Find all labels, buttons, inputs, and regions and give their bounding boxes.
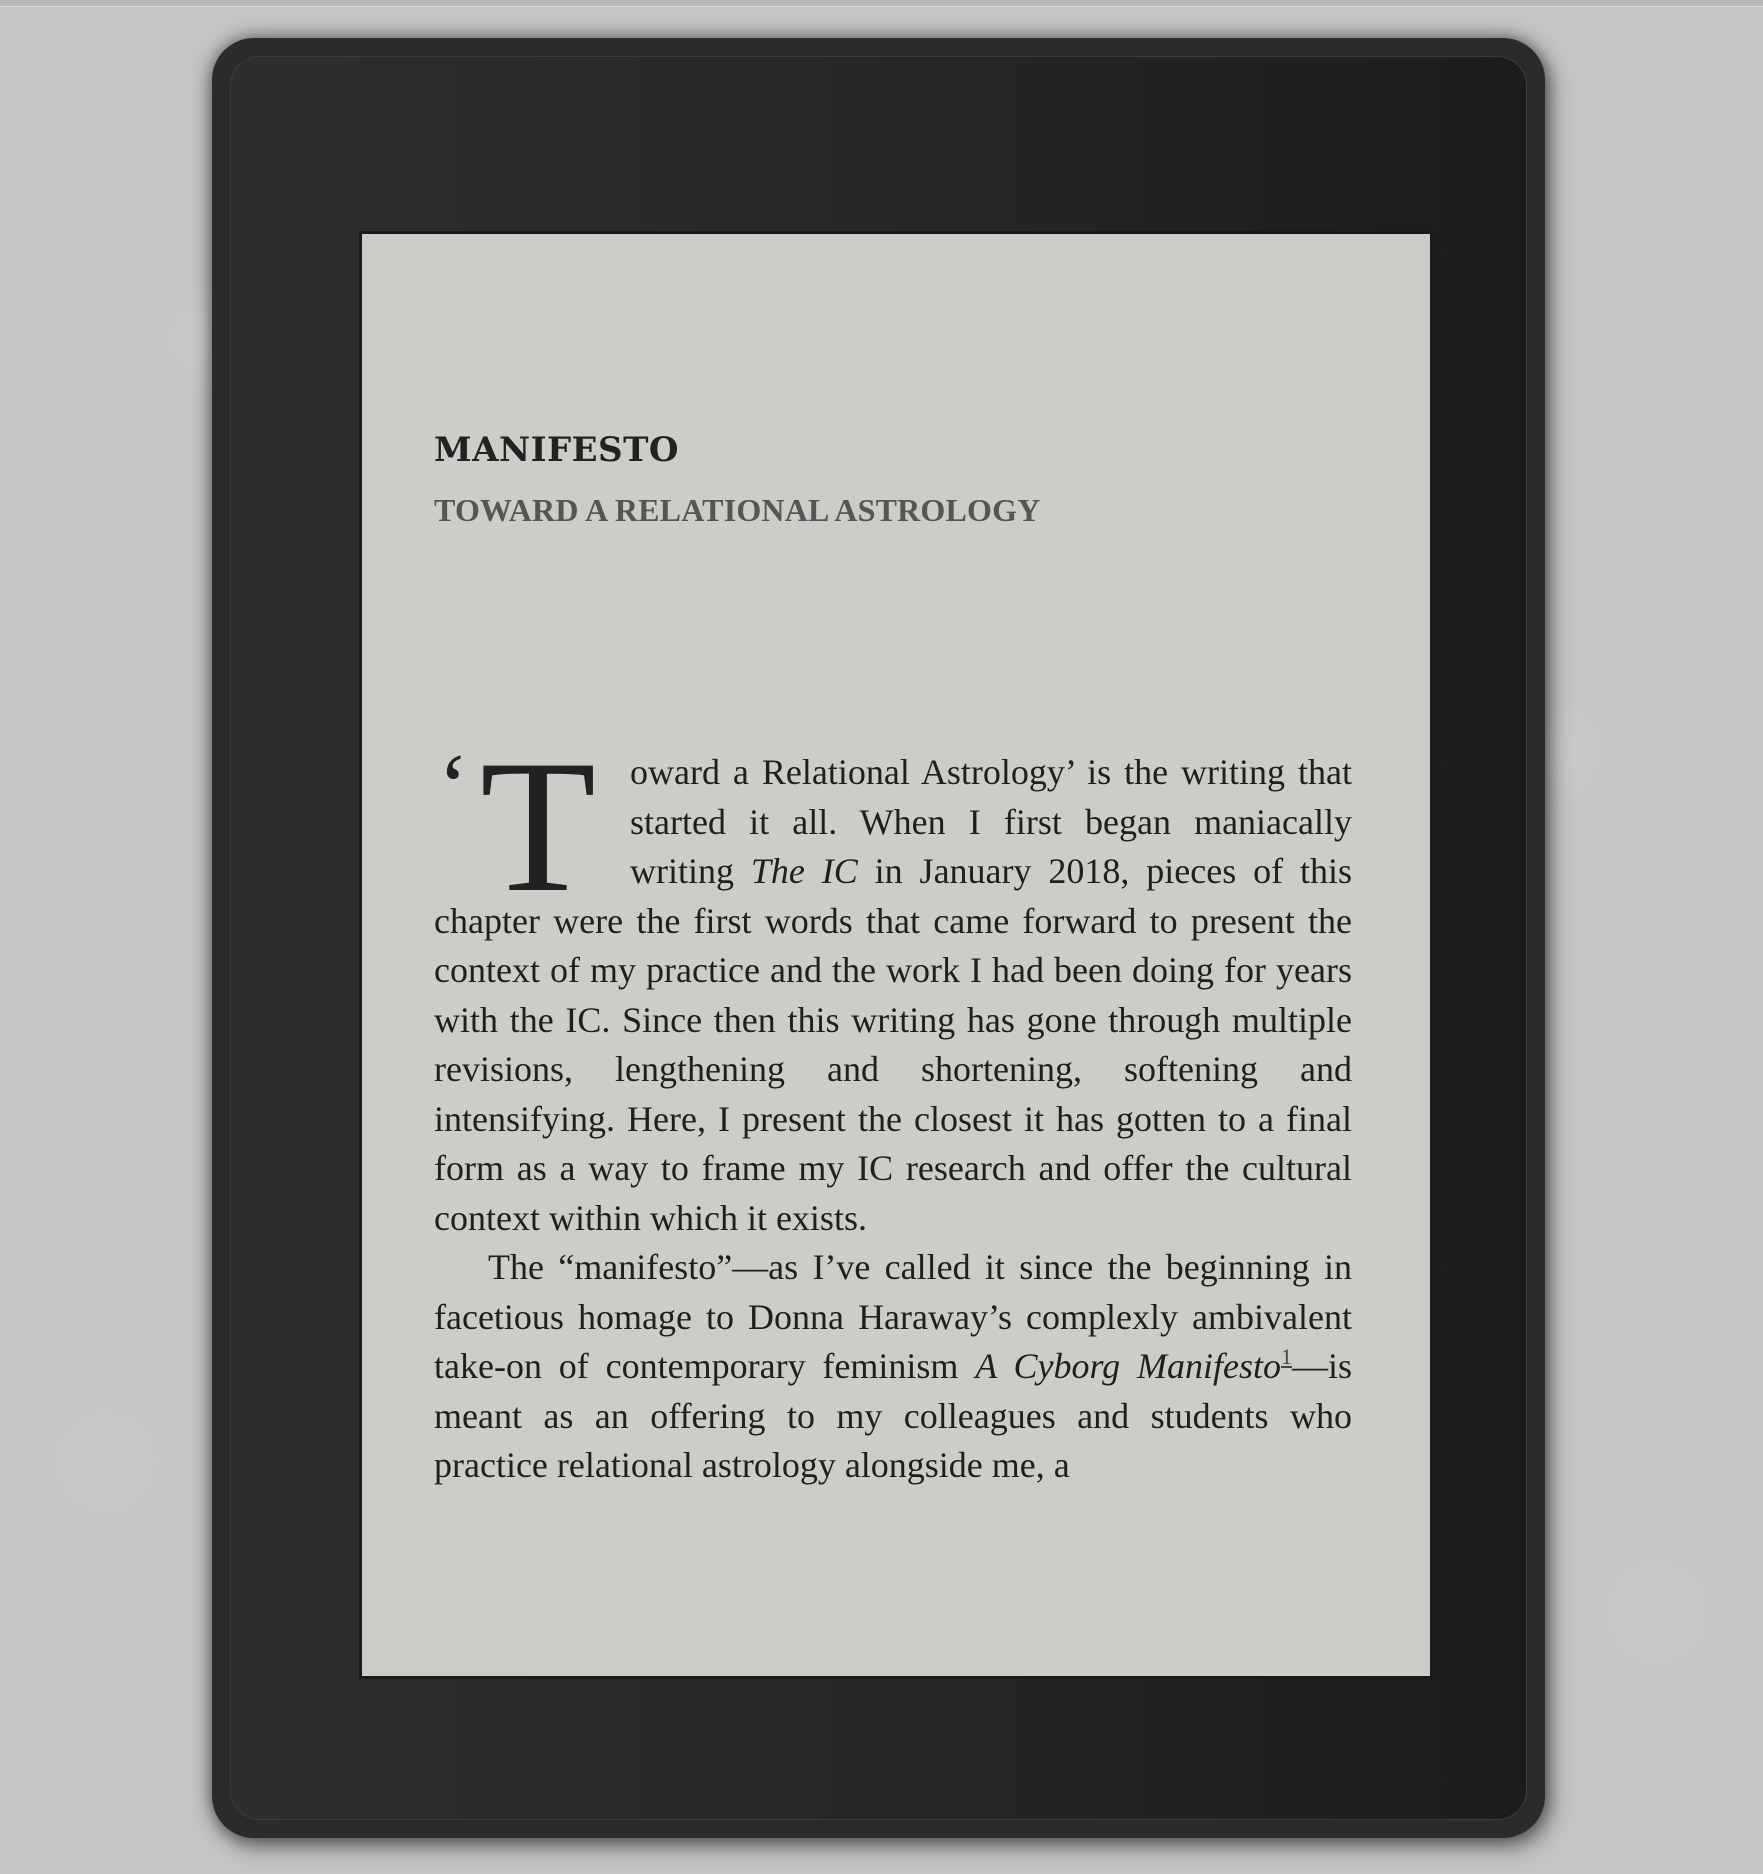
chapter-label: MANIFESTO bbox=[434, 430, 680, 470]
paragraph-1-text-a: oward a Relational Astrology’ is the writing that started it all. When I first began maniacally writing bbox=[630, 752, 1352, 891]
chapter-body bbox=[434, 722, 1353, 1491]
footnote-link-1[interactable]: 1 bbox=[1280, 1344, 1292, 1369]
ereader-bezel bbox=[230, 56, 1527, 1820]
paragraph-1 bbox=[434, 722, 1353, 1243]
ereader-device bbox=[212, 38, 1545, 1838]
book-title-cyborg-manifesto: A Cyborg Manifesto bbox=[975, 1346, 1281, 1386]
paragraph-1-text-b: in January 2018, pieces of this chapter were the first words that came forward to present the context of my practice and the work I had been doing for years with the IC. Since then this writing has gone through multiple revisions, lengthening and shortening, softening and intensifying. Here, I present the closest it has gotten to a final form as a way to frame my IC research and offer the cultural context within which it exists. bbox=[434, 851, 1353, 1238]
chapter-title: TOWARD A RELATIONAL ASTROLOGY bbox=[434, 492, 1041, 528]
drop-cap-letter: T bbox=[480, 722, 597, 932]
paragraph-2 bbox=[434, 1243, 1352, 1491]
ereader-screen[interactable] bbox=[359, 231, 1433, 1679]
drop-cap-quote-mark: ‘ bbox=[438, 735, 469, 837]
window-top-edge bbox=[0, 0, 1763, 7]
drop-cap bbox=[434, 722, 630, 932]
book-title-the-ic: The IC bbox=[750, 851, 858, 891]
paragraph-2-text-b: —is meant as an offering to my colleagues and students who practice relational astrology alongside me, a bbox=[434, 1346, 1352, 1485]
paragraph-2-text-a: The “manifesto”—as I’ve called it since the beginning in facetious homage to Donna Haraway’s complexly ambivalent take-on of contemporary feminism bbox=[434, 1247, 1352, 1386]
